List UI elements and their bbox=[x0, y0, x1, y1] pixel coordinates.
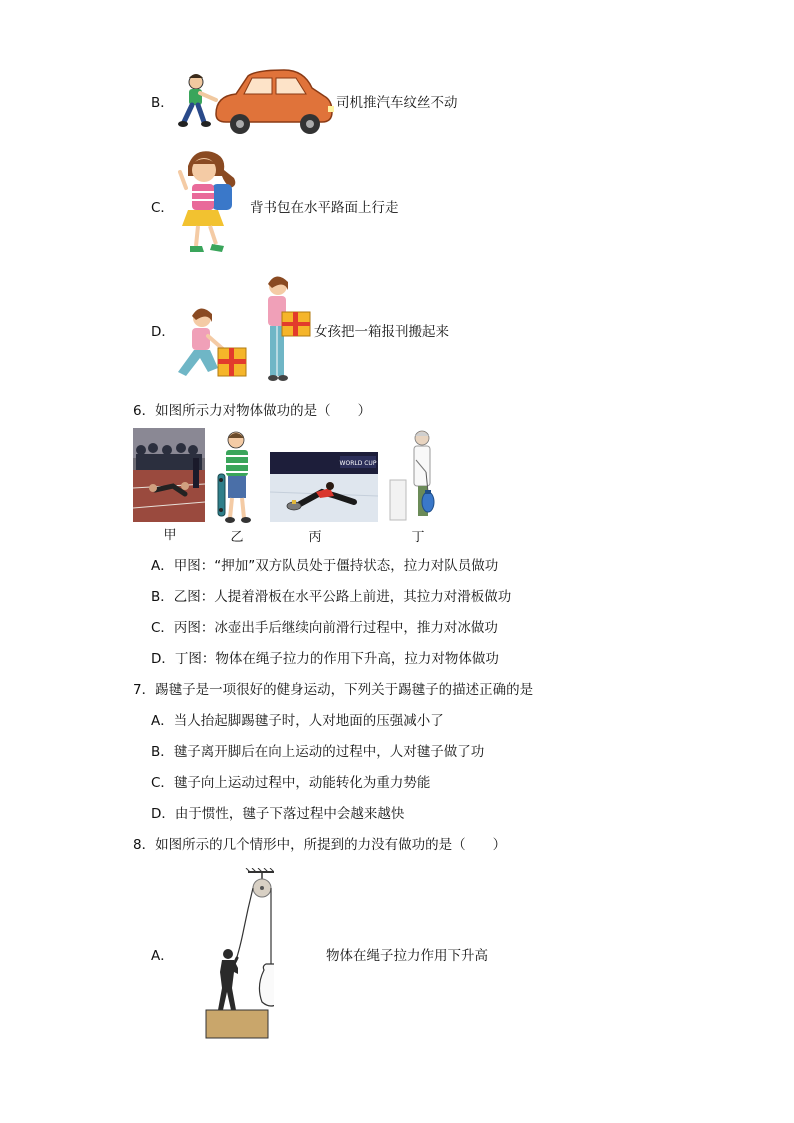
q6-option-d: D．丁图：物体在绳子拉力的作用下升高，拉力对物体做功 bbox=[151, 651, 499, 667]
q5-option-c-text: 背书包在水平路面上行走 bbox=[250, 200, 399, 216]
q5-option-d-letter: D． bbox=[151, 324, 175, 340]
q5-option-b-text: 司机推汽车纹丝不动 bbox=[336, 95, 458, 111]
q6-option-b: B．乙图：人提着滑板在水平公路上前进，其拉力对滑板做功 bbox=[151, 589, 512, 605]
q7-option-a: A．当人抬起脚踢毽子时，人对地面的压强减小了 bbox=[151, 713, 444, 729]
q6-caption-jia: 甲 bbox=[163, 528, 177, 543]
q5-option-c-letter: C． bbox=[151, 200, 174, 216]
q8-stem: 8．如图所示的几个情形中，所提到的力没有做功的是（ ） bbox=[133, 837, 507, 853]
q6-caption-yi: 乙 bbox=[230, 530, 244, 545]
q8-option-a-pulley-image bbox=[204, 868, 274, 1040]
q6-caption-ding: 丁 bbox=[411, 530, 425, 545]
q5-option-b-letter: B． bbox=[151, 95, 174, 111]
q6-bing-banner-text: WORLD CUP bbox=[339, 460, 377, 467]
q5-option-c-image bbox=[174, 148, 240, 262]
q5-option-d-text: 女孩把一箱报刊搬起来 bbox=[314, 324, 449, 340]
q7-option-b: B．毽子离开脚后在向上运动的过程中，人对毽子做了功 bbox=[151, 744, 485, 760]
q8-option-a-text: 物体在绳子拉力作用下升高 bbox=[326, 948, 488, 964]
q5-option-b-image bbox=[176, 66, 336, 138]
q5-option-d-image bbox=[174, 272, 316, 386]
q6-option-a: A．甲图：“押加”双方队员处于僵持状态，拉力对队员做功 bbox=[151, 558, 499, 574]
q6-figure-yi-image bbox=[216, 430, 258, 524]
q6-figure-jia-photo bbox=[133, 428, 205, 522]
q6-figure-bing-photo bbox=[270, 452, 378, 522]
q7-option-d: D．由于惯性，毽子下落过程中会越来越快 bbox=[151, 806, 405, 822]
q6-caption-bing: 丙 bbox=[308, 530, 322, 545]
q8-option-a-letter: A． bbox=[151, 948, 174, 964]
q7-stem: 7．踢毽子是一项很好的健身运动，下列关于踢毽子的描述正确的是 bbox=[133, 682, 534, 698]
q6-option-c: C．丙图：冰壶出手后继续向前滑行过程中，推力对冰做功 bbox=[151, 620, 498, 636]
q6-figure-ding-image bbox=[388, 430, 438, 522]
q7-option-c: C．毽子向上运动过程中，动能转化为重力势能 bbox=[151, 775, 431, 791]
q6-stem: 6．如图所示力对物体做功的是（ ） bbox=[133, 403, 372, 419]
